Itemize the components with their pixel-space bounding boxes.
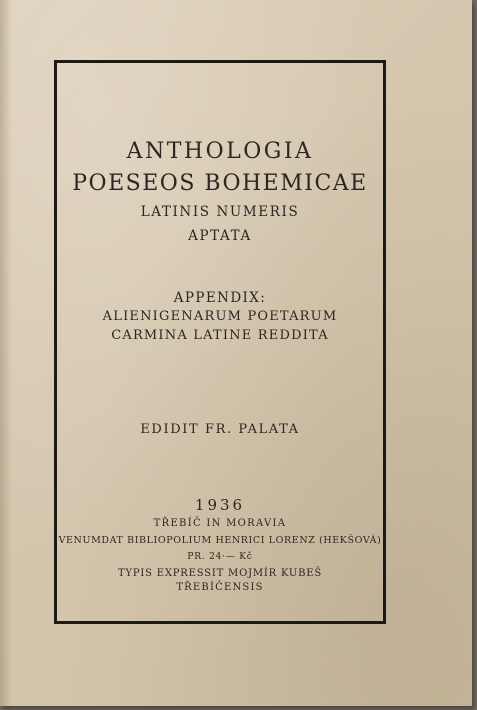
subtitle-line-2: APTATA — [188, 228, 252, 244]
appendix-line-3: CARMINA LATINE REDDITA — [111, 328, 329, 343]
price-line: PR. 24·— Kč — [187, 552, 253, 562]
title-line-1: ANTHOLOGIA — [126, 139, 314, 164]
spine-shadow — [0, 0, 12, 706]
title-line-2: POESEOS BOHEMICAE — [72, 171, 368, 196]
publication-place: TŘEBÍČ IN MORAVIA — [153, 518, 287, 529]
appendix-line-2: ALIENIGENARUM POETARUM — [102, 309, 338, 324]
appendix-heading: APPENDIX: — [173, 290, 267, 306]
publication-year: 1936 — [194, 496, 246, 514]
printer-line-1: TYPIS EXPRESSIT MOJMÍR KUBEŠ — [117, 568, 323, 579]
editor-credit: EDIDIT FR. PALATA — [140, 422, 300, 437]
subtitle-line-1: LATINIS NUMERIS — [140, 204, 300, 220]
publisher-line: VENUMDAT BIBLIOPOLIUM HENRICI LORENZ (HEKŠOVÁ) — [58, 535, 382, 546]
printer-line-2: TŘEBÍČENSIS — [176, 582, 264, 593]
